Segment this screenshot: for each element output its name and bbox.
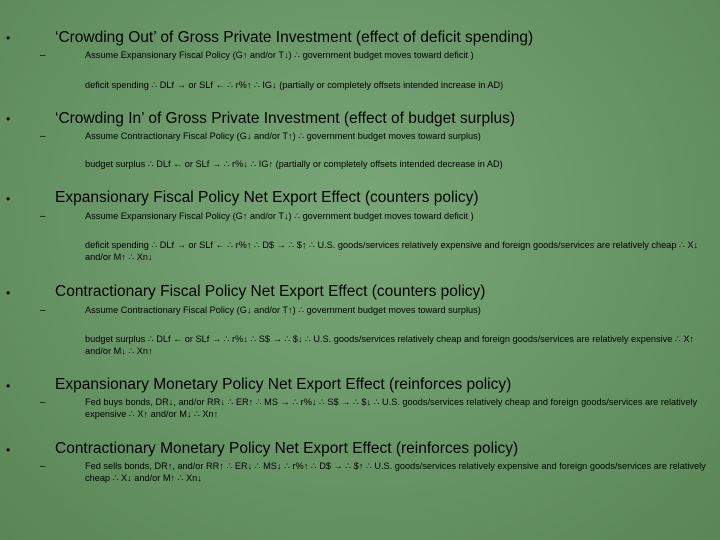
bullet-marker: • xyxy=(6,31,11,45)
heading-expansionary-fiscal-net-export: Expansionary Fiscal Policy Net Export Effect (counters policy) xyxy=(55,189,479,206)
heading-contractionary-monetary-net-export: Contractionary Monetary Policy Net Export Effect (reinforces policy) xyxy=(55,440,519,457)
crowding-out-effect: deficit spending ∴ DLf → or SLf ← ∴ r%↑ ∴ IG↓ (partially or completely offsets intended increase in AD) xyxy=(85,80,504,90)
dash-marker: – xyxy=(40,397,46,408)
contractionary-fiscal-effect: budget surplus ∴ DLf ← or SLf → ∴ r%↓ ∴ S$ → ∴ $↓ ∴ U.S. goods/services relatively cheap and foreign goods/services are relatively expensive ∴ X↑ and/or M↓ ∴ Xn↑ xyxy=(85,334,695,356)
crowding-in-assumption: Assume Contractionary Fiscal Policy (G↓ and/or T↑) ∴ government budget moves toward surplus) xyxy=(85,131,481,141)
heading-crowding-out: ‘Crowding Out’ of Gross Private Investment (effect of deficit spending) xyxy=(55,29,534,46)
contractionary-monetary-effect: Fed sells bonds, DR↑, and/or RR↑ ∴ ER↓ ∴ MS↓ ∴ r%↑ ∴ D$ → ∴ $↑ ∴ U.S. goods/services relatively expensive and foreign goods/services are relatively cheap ∴ X↓ and/or M↑ ∴ Xn↓ xyxy=(85,461,706,483)
heading-expansionary-monetary-net-export: Expansionary Monetary Policy Net Export Effect (reinforces policy) xyxy=(55,376,512,393)
dash-marker: – xyxy=(40,305,46,316)
dash-marker: – xyxy=(40,50,46,61)
bullet-marker: • xyxy=(6,192,11,206)
bullet-marker: • xyxy=(6,379,11,393)
contractionary-fiscal-assumption: Assume Contractionary Fiscal Policy (G↓ and/or T↑) ∴ government budget moves toward surplus) xyxy=(85,305,481,315)
expansionary-fiscal-assumption: Assume Expansionary Fiscal Policy (G↑ and/or T↓) ∴ government budget moves toward deficit ) xyxy=(85,211,474,221)
heading-crowding-in: ‘Crowding In’ of Gross Private Investment (effect of budget surplus) xyxy=(55,110,516,127)
crowding-in-effect: budget surplus ∴ DLf ← or SLf → ∴ r%↓ ∴ IG↑ (partially or completely offsets intended decrease in AD) xyxy=(85,159,503,169)
bullet-marker: • xyxy=(6,112,11,126)
expansionary-fiscal-effect: deficit spending ∴ DLf → or SLf ← ∴ r%↑ ∴ D$ → ∴ $↑ ∴ U.S. goods/services relatively expensive and foreign goods/services are relatively cheap ∴ X↓ and/or M↑ ∴ Xn↓ xyxy=(85,240,699,262)
crowding-out-assumption: Assume Expansionary Fiscal Policy (G↑ and/or T↓) ∴ government budget moves toward deficit ) xyxy=(85,50,474,60)
dash-marker: – xyxy=(40,211,46,222)
expansionary-monetary-effect: Fed buys bonds, DR↓, and/or RR↓ ∴ ER↑ ∴ MS → ∴ r%↓ ∴ S$ → ∴ $↓ ∴ U.S. goods/services relatively cheap and foreign goods/services are relatively expensive ∴ X↑ and/or M↓ ∴ Xn↑ xyxy=(85,397,698,419)
heading-contractionary-fiscal-net-export: Contractionary Fiscal Policy Net Export Effect (counters policy) xyxy=(55,283,486,300)
dash-marker: – xyxy=(40,131,46,142)
bullet-marker: • xyxy=(6,286,11,300)
dash-marker: – xyxy=(40,461,46,472)
bullet-marker: • xyxy=(6,443,11,457)
